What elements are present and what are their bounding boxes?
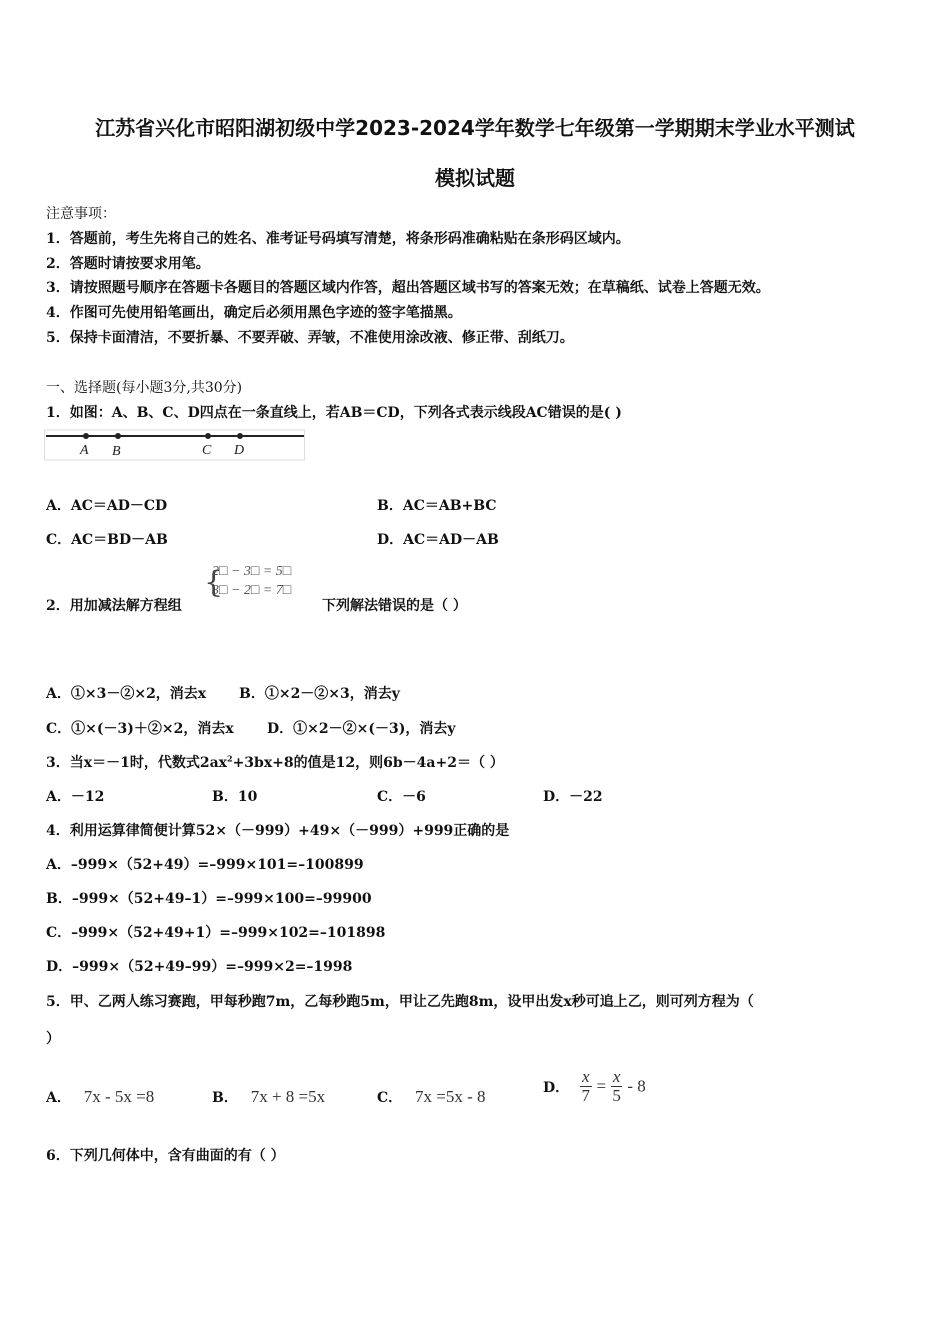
question-2-stem: 2．用加减法解方程组: [46, 598, 182, 614]
q5-option-b[interactable]: [212, 1087, 325, 1107]
q3-option-d[interactable]: D．－22: [543, 789, 603, 805]
q5-option-d-label: D．: [543, 1079, 570, 1096]
q4-option-d[interactable]: D．–999×（52+49–99）=–999×2=–1998: [46, 959, 353, 975]
q4-option-c[interactable]: C．–999×（52+49+1）=–999×102=–101898: [46, 925, 386, 941]
note-item: 3．请按照题号顺序在答题卡各题目的答题区域内作答，超出答题区域书写的答案无效；在草稿纸、试卷上答题无效。: [46, 280, 770, 296]
q5-fraction-2-numerator: x: [612, 1067, 621, 1086]
q5-option-d[interactable]: [543, 1068, 646, 1105]
q5-option-a-expression: 7x - 5x =8: [83, 1087, 155, 1106]
question-6-stem: 6．下列几何体中，含有曲面的有（ ）: [46, 1148, 285, 1164]
point-d-label: D: [234, 443, 245, 458]
point-b-label: B: [112, 444, 121, 459]
q5-option-a-label: A．: [46, 1090, 71, 1106]
q3-stem-part-b: +3bx+8的值是12，则6b－4a+2＝（ ）: [232, 755, 504, 771]
point-a-marker: [83, 433, 89, 439]
question-4-stem: 4．利用运算律简便计算52×（－999）+49×（－999）+999正确的是: [46, 823, 510, 839]
q1-option-d[interactable]: D．AC＝AD－AB: [377, 532, 499, 548]
q2-option-d[interactable]: D．①×2－②×(－3)，消去y: [267, 721, 456, 737]
q3-option-c[interactable]: C．－6: [377, 789, 426, 805]
q3-exponent: 2: [227, 753, 233, 764]
q1-option-b[interactable]: B．AC＝AB+BC: [377, 498, 497, 514]
point-c-label: C: [202, 443, 212, 458]
exam-title-line2: 模拟试题: [435, 166, 515, 190]
q5-option-c-expression: 7x =5x - 8: [415, 1087, 486, 1106]
question-1-stem: 1．如图：A、B、C、D四点在一条直线上，若AB＝CD，下列各式表示线段AC错误的是( ): [46, 405, 622, 421]
q5-fraction-1-denominator: 7: [581, 1086, 591, 1105]
q1-option-c[interactable]: C．AC＝BD－AB: [46, 532, 168, 548]
q5-fraction-2-denominator: 5: [612, 1086, 621, 1105]
q5-option-d-tail: - 8: [627, 1076, 646, 1096]
q5-option-d-fraction-2: [611, 1068, 623, 1105]
notes-heading: 注意事项：: [46, 206, 116, 222]
q1-option-a[interactable]: A．AC＝AD－CD: [46, 498, 168, 514]
q2-option-c[interactable]: C．①×(－3)＋②×2，消去x: [46, 721, 234, 737]
q3-stem-part-a: 3．当x＝－1时，代数式2ax: [46, 755, 227, 771]
point-b-marker: [115, 433, 121, 439]
q5-option-c[interactable]: [377, 1087, 486, 1107]
note-item: 4．作图可先使用铅笔画出，确定后必须用黑色字迹的签字笔描黑。: [46, 305, 462, 321]
q5-fraction-1-numerator: x: [582, 1067, 590, 1086]
q1-line-figure: [44, 428, 306, 462]
point-c-marker: [205, 433, 211, 439]
q5-option-b-label: B．: [212, 1090, 238, 1106]
point-a-label: A: [80, 443, 89, 458]
equation-2: 3□ − 2□ = 7□: [212, 583, 292, 598]
q5-option-a[interactable]: [46, 1087, 154, 1107]
point-d-marker: [237, 433, 243, 439]
q3-option-a[interactable]: A．－12: [46, 789, 105, 805]
question-3-stem: [46, 752, 504, 772]
q4-option-b[interactable]: B．–999×（52+49–1）=–999×100=–99900: [46, 891, 372, 907]
q4-option-a[interactable]: A．–999×（52+49）=–999×101=–100899: [46, 857, 364, 873]
q5-option-c-label: C．: [377, 1090, 403, 1106]
question-5-stem: 5．甲、乙两人练习赛跑，甲每秒跑7m，乙每秒跑5m，甲让乙先跑8m，设甲出发x秒可追上乙，则可列方程为（: [46, 994, 754, 1010]
q3-option-b[interactable]: B．10: [212, 789, 258, 805]
question-5-stem-end: ）: [46, 1031, 60, 1047]
question-2-suffix: 下列解法错误的是（ ）: [322, 598, 467, 614]
equation-1: 2□ − 3□ = 5□: [212, 564, 292, 579]
note-item: 2．答题时请按要求用笔。: [46, 256, 210, 272]
note-item: 5．保持卡面清洁，不要折暴、不要弄破、弄皱，不准使用涂改液、修正带、刮纸刀。: [46, 330, 574, 346]
q5-option-d-equals: =: [596, 1076, 607, 1096]
note-item: 1．答题前，考生先将自己的姓名、准考证号码填写清楚，将条形码准确粘贴在条形码区域内。: [46, 231, 630, 247]
q2-option-b[interactable]: B．①×2－②×3，消去y: [239, 686, 400, 702]
q5-option-d-fraction-1: [580, 1068, 592, 1105]
q2-option-a[interactable]: A．①×3－②×2，消去x: [46, 686, 207, 702]
q5-option-b-expression: 7x + 8 =5x: [250, 1087, 326, 1106]
exam-title-line1: 江苏省兴化市昭阳湖初级中学2023-2024学年数学七年级第一学期期末学业水平测试: [95, 116, 855, 140]
equation-system: { 2□ − 3□ = 5□ 3□ − 2□ = 7□: [204, 564, 292, 600]
section-heading: 一、选择题(每小题3分,共30分): [46, 380, 243, 396]
